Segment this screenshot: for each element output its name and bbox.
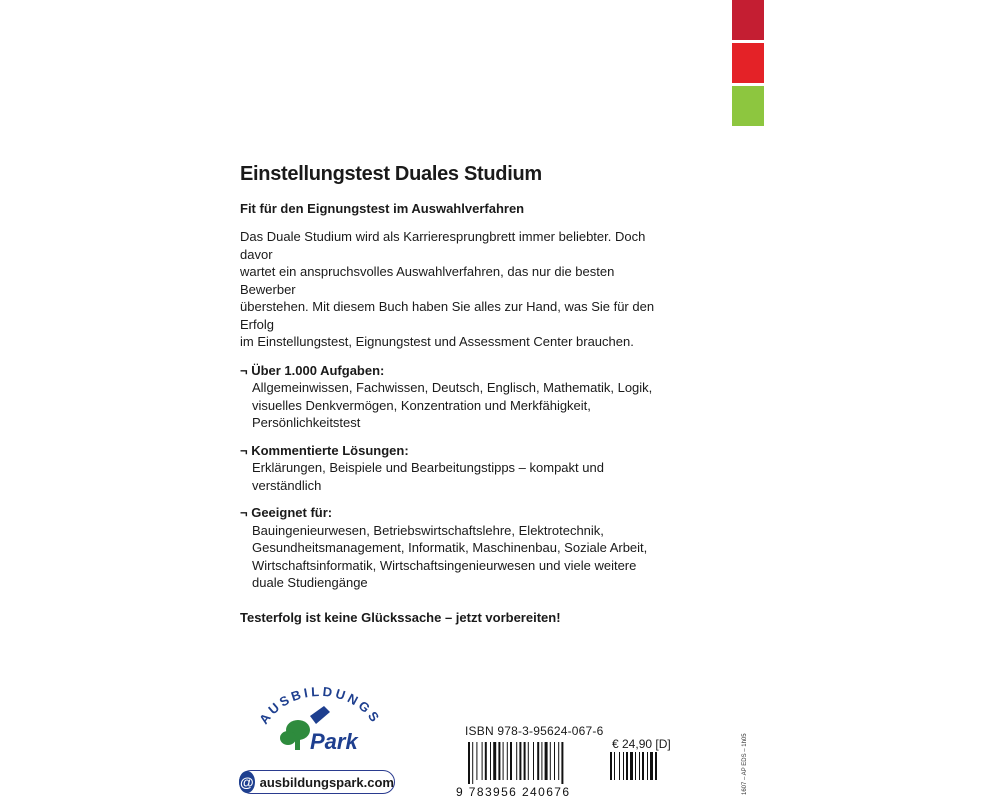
bullet-line: Wirtschaftsinformatik, Wirtschaftsingenieurwesen und viele weitere xyxy=(252,557,637,573)
barcode-digits: 9 783956 240676 xyxy=(456,785,571,798)
bullet-geeignet xyxy=(240,504,670,592)
bullet-line: Bauingenieurwesen, Betriebswirtschaftslehre, Elektrotechnik, xyxy=(252,522,604,538)
logo-park-text: Park xyxy=(310,729,358,754)
bullet-line: Erklärungen, Beispiele und Bearbeitungstipps – kompakt und verständlich xyxy=(252,460,604,493)
bullet-aufgaben xyxy=(240,362,670,432)
bullet-heading: ¬ Kommentierte Lösungen: xyxy=(240,442,409,458)
website-link[interactable] xyxy=(239,770,395,794)
bullet-body xyxy=(240,459,670,494)
bullet-line: Persönlichkeitstest xyxy=(252,415,361,430)
bullet-line: duale Studiengänge xyxy=(252,575,368,590)
book-subtitle: Fit für den Eignungstest im Auswahlverfahren xyxy=(240,201,525,216)
bullet-heading: ¬ Über 1.000 Aufgaben: xyxy=(240,362,385,378)
tab-red xyxy=(732,43,764,83)
bullet-body xyxy=(240,379,670,432)
ausbildungspark-logo xyxy=(250,686,390,766)
price-label: € 24,90 [D] xyxy=(612,737,671,751)
bullet-body xyxy=(240,522,670,592)
bullet-line: Gesundheitsmanagement, Informatik, Maschinenbau, Soziale Arbeit, xyxy=(252,540,648,555)
intro-line: überstehen. Mit diesem Buch haben Sie alles zur Hand, was Sie für den Erfolg xyxy=(240,299,655,332)
bullet-line: Allgemeinwissen, Fachwissen, Deutsch, Englisch, Mathematik, Logik, xyxy=(252,380,653,395)
at-icon: @ xyxy=(239,771,255,793)
bullet-line: visuelles Denkvermögen, Konzentration und Merkfähigkeit, xyxy=(252,397,591,413)
svg-text:AUSBILDUNGS xyxy=(256,686,384,727)
book-title: Einstellungstest Duales Studium xyxy=(240,163,542,185)
intro-line: im Einstellungstest, Eignungstest und Assessment Center brauchen. xyxy=(240,334,634,349)
isbn-label: ISBN 978-3-95624-067-6 xyxy=(465,724,604,738)
tab-green xyxy=(732,86,764,126)
logo-arc-text: AUSBILDUNGS xyxy=(256,686,384,727)
isbn-barcode xyxy=(456,740,601,798)
bullet-loesungen xyxy=(240,442,670,495)
tab-dark-red xyxy=(732,0,764,40)
intro-line: wartet ein anspruchsvolles Auswahlverfahren, das nur die besten Bewerber xyxy=(240,264,615,297)
intro-paragraph xyxy=(240,228,670,351)
closing-line: Testerfolg ist keine Glückssache – jetzt vorbereiten! xyxy=(240,609,561,625)
bullet-heading: ¬ Geeignet für: xyxy=(240,505,333,520)
print-code: 1607 – AP EDS – 1h05 xyxy=(742,733,748,795)
website-text: ausbildungspark.com xyxy=(259,774,394,790)
intro-line: Das Duale Studium wird als Karrieresprungbrett immer beliebter. Doch davor xyxy=(240,229,646,262)
back-cover-text xyxy=(240,163,670,625)
price-barcode xyxy=(610,752,672,782)
color-tabs xyxy=(732,0,764,129)
